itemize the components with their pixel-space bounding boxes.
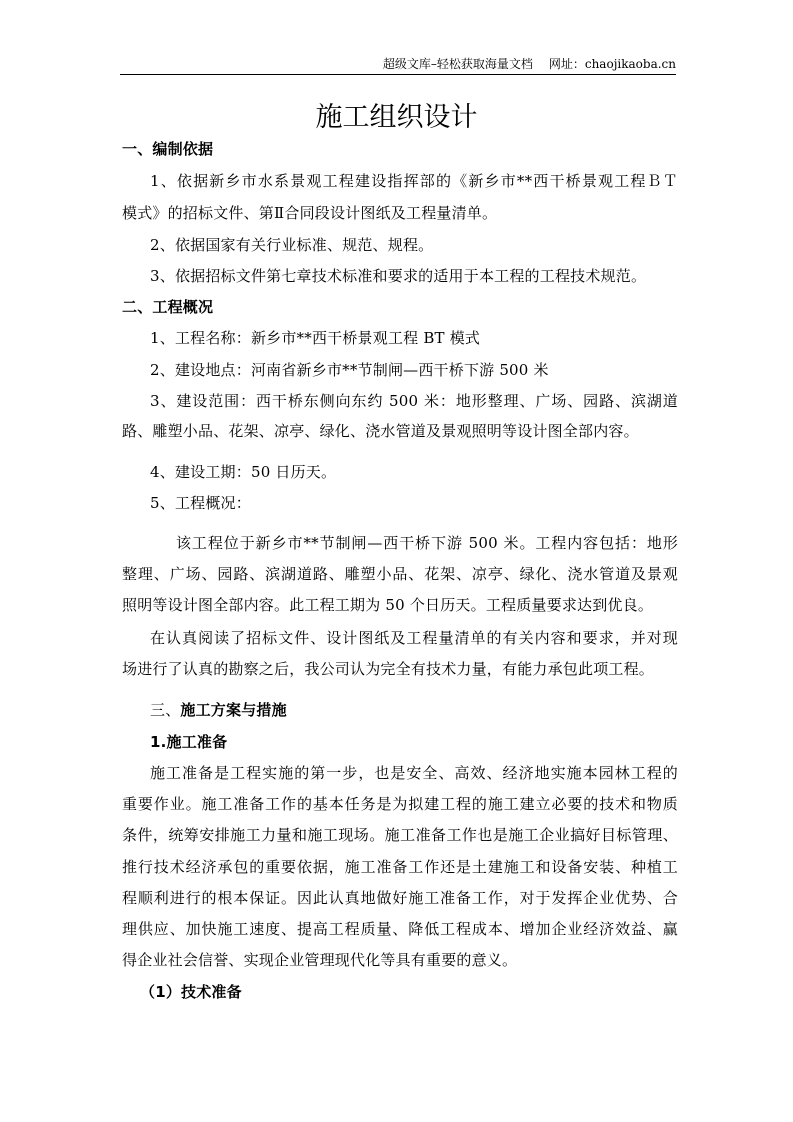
section2-heading: 二、工程概况	[122, 298, 214, 316]
header-url-label: 网址：	[548, 57, 585, 71]
section3-heading	[150, 700, 706, 720]
header-site-name: 超级文库–轻松获取海量文档	[382, 57, 533, 71]
overview-line-1: 该工程位于新乡市**节制闸—西干桥下游 500 米。工程内容包括：地形	[176, 534, 678, 552]
paragraph-line-1: 施工准备是工程实施的第一步，也是安全、高效、经济地实施本园林工程的	[150, 764, 678, 782]
page-header	[120, 56, 676, 75]
subheading-construction-prep: 1.施工准备	[150, 733, 228, 751]
overview-line-2: 整理、广场、园路、滨湖道路、雕塑小品、花架、凉亭、绿化、浇水管道及景观	[122, 565, 678, 583]
section1-item-2: 2、依据国家有关行业标准、规范、规程。	[150, 236, 434, 254]
section2-item-3: 3、建设范围：西干桥东侧向东约 500 米：地形整理、广场、园路、滨湖道	[150, 392, 678, 410]
document-title: 施工组织设计	[315, 102, 478, 133]
section2-item-1: 1、工程名称：新乡市**西干桥景观工程 BT 模式	[150, 329, 481, 347]
section1-item-1-cont: 模式》的招标文件、第Ⅱ合同段设计图纸及工程量清单。	[122, 204, 498, 222]
paragraph-line-5: 程顺利进行的根本保证。因此认真地做好施工准备工作，对于发挥企业优势、合	[122, 889, 678, 907]
header-url[interactable]: chaojikaoba.cn	[584, 57, 676, 71]
paragraph-line-6: 理供应、加快施工速度、提高工程质量、降低工程成本、增加企业经济效益、赢	[122, 920, 678, 938]
paragraph-line-4: 推行技术经济承包的重要依据，施工准备工作还是土建施工和设备安装、种植工	[122, 858, 678, 876]
paragraph-line-7: 得企业社会信誉、实现企业管理现代化等具有重要的意义。	[122, 951, 518, 969]
section3-heading-text: 施工方案与措施	[180, 701, 287, 719]
statement-line-2: 场进行了认真的勘察之后，我公司认为完全有技术力量，有能力承包此项工程。	[122, 660, 655, 678]
statement-line-1: 在认真阅读了招标文件、设计图纸及工程量清单的有关内容和要求，并对现	[150, 629, 678, 647]
section2-item-4: 4、建设工期：50 日历天。	[150, 463, 337, 481]
section2-item-3-cont: 路、雕塑小品、花架、凉亭、绿化、浇水管道及景观照明等设计图全部内容。	[122, 422, 639, 440]
section1-item-3: 3、依据招标文件第七章技术标准和要求的适用于本工程的工程技术规范。	[150, 267, 647, 285]
section2-item-5: 5、工程概况：	[150, 494, 251, 512]
overview-line-3: 照明等设计图全部内容。此工程工期为 50 个日历天。工程质量要求达到优良。	[122, 596, 654, 614]
section1-item-1: 1、依据新乡市水系景观工程建设指挥部的《新乡市**西干桥景观工程ＢＴ	[150, 172, 678, 190]
paragraph-line-2: 重要作业。施工准备工作的基本任务是为拟建工程的施工建立必要的技术和物质	[122, 795, 678, 813]
section1-heading: 一、编制依据	[122, 140, 214, 158]
paragraph-line-3: 条件，统筹安排施工力量和施工现场。施工准备工作也是施工企业搞好目标管理、	[122, 826, 678, 844]
section2-item-2: 2、建设地点：河南省新乡市**节制闸—西干桥下游 500 米	[150, 361, 549, 379]
subsubheading-technical-prep: （1）技术准备	[140, 983, 242, 1001]
section3-heading-prefix: 三、	[150, 701, 181, 719]
